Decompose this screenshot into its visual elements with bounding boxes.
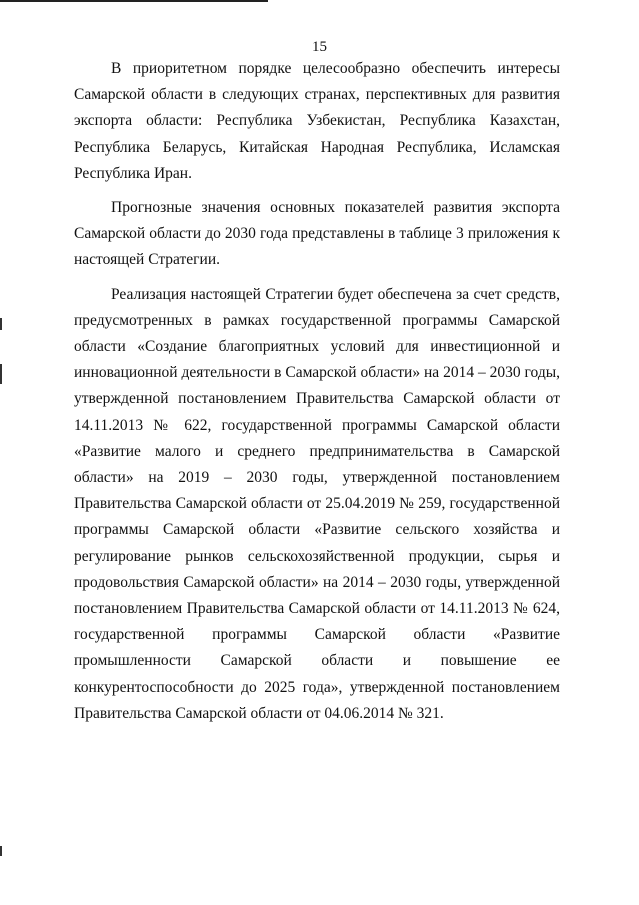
paragraph-priority-countries: В приоритетном порядке целесообразно обеспечить интересы Самарской области в следующих странах, перспективных для развития экспорта области: Республика Узбекистан, Республика Казахстан, Республика Беларусь, Китайская Народная Республика, Исламская Республика Иран. (74, 60, 560, 182)
scan-edge-mark (0, 364, 2, 384)
scan-edge-mark (0, 846, 2, 856)
paragraph-strategy-funding: Реализация настоящей Стратегии будет обеспечена за счет средств, предусмотренных в рамках государственной программы Самарской области «Создание благоприятных условий для инвестиционной и инновационной деятельности в Самарской области» на 2014 – 2030 годы, утвержденной постановлением Правительства Самарской области от 14.11.2013 № 622, государственной программы Самарской области «Развитие малого и среднего предпринимательства в Самарской области» на 2019 – 2030 годы, утвержденной постановлением Правительства Самарской области от 25.04.2019 № 259, государственной программы Самарской области «Развитие сельского хозяйства и регулирование рынков сельскохозяйственной продукции, сырья и продовольствия Самарской области» на 2014 – 2030 годы, утвержденной постановлением Правительства Самарской области от 14.11.2013 № 624, государственной программы Самарской области «Развитие промышленности Самарской области и повышение ее конкурентоспособности до 2025 года», утвержденной постановлением Правительства Самарской области от 04.06.2014 № 321. (74, 285, 560, 722)
top-border-line (0, 0, 268, 2)
scan-edge-mark (0, 318, 2, 330)
page-number: 15 (312, 39, 327, 55)
paragraph-forecast-values: Прогнозные значения основных показателей развития экспорта Самарской области до 2030 года представлены в таблице 3 приложения к настоящей Стратегии. (74, 199, 560, 269)
document-body (74, 56, 560, 735)
